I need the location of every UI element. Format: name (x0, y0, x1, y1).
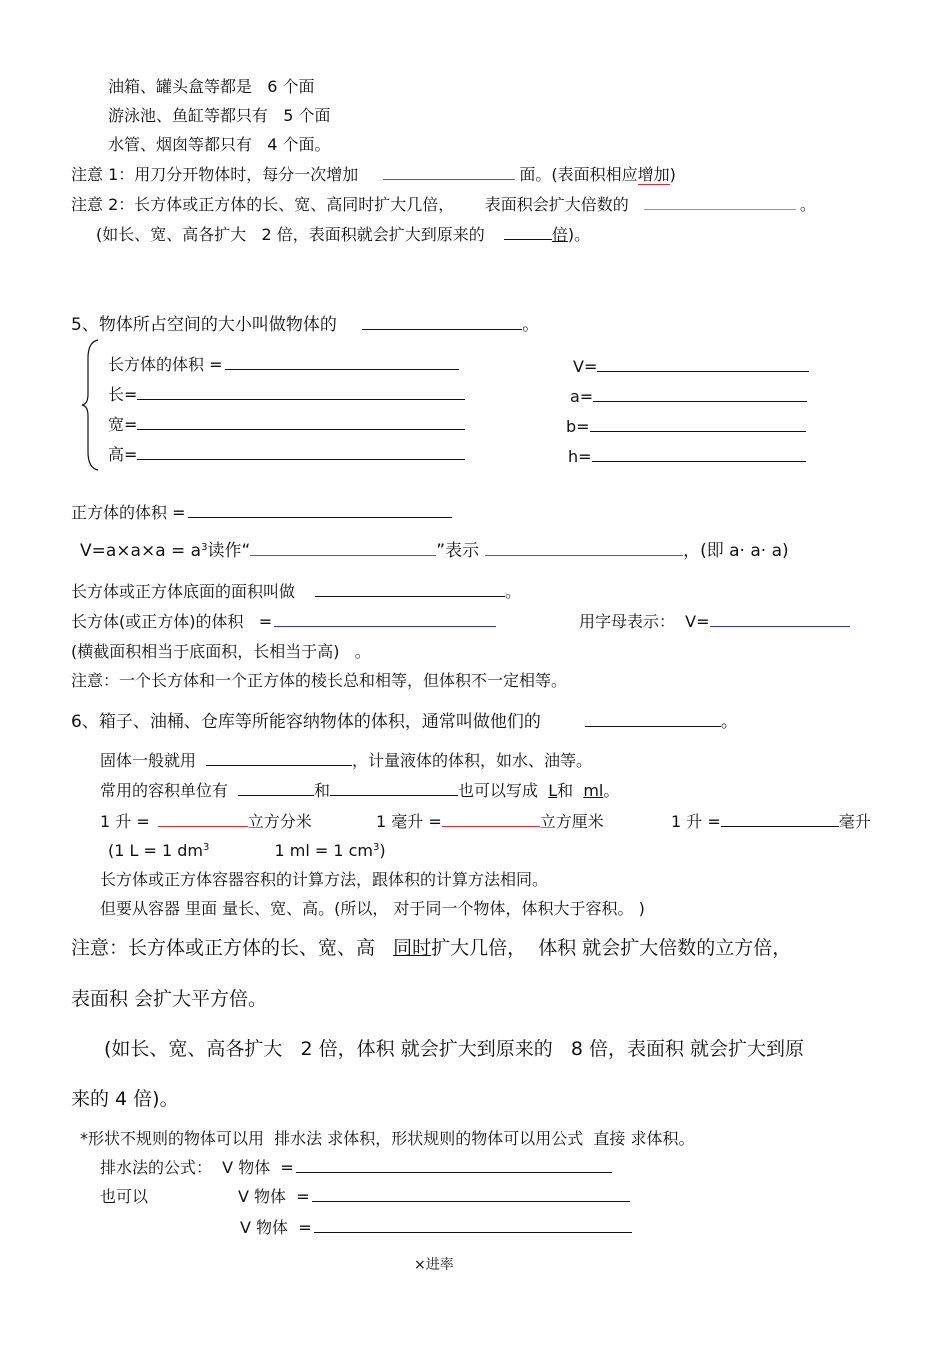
note-2 (71, 197, 816, 213)
faces-line-2: 游泳池、鱼缸等都只有 5 个面 (108, 106, 331, 125)
means-blank[interactable] (485, 554, 683, 556)
conv-liter: (1 L = 1 dm (108, 841, 204, 860)
conversion-note (108, 843, 386, 859)
section-5-title-end: 。 (522, 315, 540, 335)
units-end: 。 (603, 781, 620, 800)
letters-row (579, 614, 854, 630)
big-note-line-1-a: 注意：长方体或正方体的长、宽、高 (71, 937, 394, 959)
cube-formula: V=a×a×a = a (80, 541, 202, 561)
section-6-blank[interactable] (585, 725, 721, 727)
big-note-line-1-b: 扩大几倍， 体积 就会扩大倍数的立方倍， (431, 937, 792, 959)
cube-formula-tail: ，(即 a· a· a) (683, 541, 789, 561)
liter-2-label: 1 升 = (671, 812, 721, 831)
a-row (570, 389, 811, 405)
width-row (108, 417, 469, 433)
base-area-row (71, 584, 521, 600)
liter-1-unit: 立方分米 (247, 812, 312, 831)
units-prefix: 常用的容积单位有 (100, 781, 229, 800)
cube-volume-label: 正方体的体积 = (71, 503, 186, 522)
height-label: 高= (108, 445, 138, 464)
brace-icon (80, 338, 102, 472)
displacement-blank[interactable] (296, 1171, 612, 1173)
v-object-label-3: V 物体 = (240, 1218, 312, 1237)
b-label: b= (566, 417, 590, 436)
h-row (568, 449, 810, 465)
volume-formula-label: 长方体(或正方体)的体积 = (71, 612, 273, 631)
units-and: 和 (314, 781, 331, 800)
length-blank[interactable] (137, 398, 465, 400)
section-5-title-text: 5、物体所占空间的大小叫做物体的 (71, 315, 337, 335)
note-2-suffix: 。 (799, 195, 816, 214)
note-2-blank[interactable] (644, 208, 796, 210)
conv-close: ) (379, 841, 386, 860)
note-2-prefix: 注意 2：长方体或正方体的长、宽、高同时扩大几倍， 表面积会扩大倍数的 (71, 195, 629, 214)
unit-ml: ml (583, 781, 604, 800)
means-label: ”表示 (436, 541, 480, 561)
read-as-blank[interactable] (250, 554, 436, 556)
height-blank[interactable] (137, 458, 465, 460)
solid-row (100, 753, 592, 769)
v-row (573, 359, 813, 375)
section-5-blank[interactable] (362, 328, 522, 330)
cuboid-volume-label: 长方体的体积 = (108, 355, 223, 374)
big-note-line-4: 来的 4 倍)。 (71, 1088, 179, 1110)
section-6-title-text: 6、箱子、油桶、仓库等所能容纳物体的体积，通常叫做他们的 (71, 712, 541, 732)
surface-example-unit: 倍 (551, 225, 568, 244)
read-as-label: 读作“ (207, 541, 251, 561)
ml-row (376, 814, 604, 830)
h-label: h= (568, 447, 592, 466)
length-row (108, 387, 469, 403)
section-6-title-end: 。 (720, 712, 738, 732)
liter-1-blank[interactable] (158, 825, 248, 827)
solid-label: 固体一般就用 (100, 751, 197, 770)
also-label: 也可以 (100, 1187, 149, 1206)
note-1 (71, 167, 676, 183)
section-6-title (71, 714, 738, 731)
surface-example-prefix: (如长、宽、高各扩大 2 倍，表面积就会扩大到原来的 (96, 225, 485, 244)
ml-1-unit: 立方厘米 (539, 812, 604, 831)
note-1-end: ) (669, 165, 676, 184)
surface-example (96, 227, 590, 243)
cube-formula-row (80, 543, 789, 560)
base-area-label: 长方体或正方体底面的面积叫做 (71, 582, 296, 601)
length-label: 长= (108, 385, 138, 404)
v-object-row-3 (240, 1220, 636, 1236)
base-area-end: 。 (505, 582, 522, 601)
displacement-label: 排水法的公式： V 物体 = (100, 1158, 294, 1177)
letters-blank[interactable] (710, 625, 850, 627)
conversion-row (100, 814, 312, 830)
big-note-simultaneous: 同时 (393, 937, 432, 959)
a-label: a= (570, 387, 594, 406)
ml-1-blank[interactable] (442, 825, 540, 827)
cuboid-volume-blank[interactable] (225, 368, 459, 370)
method-line: 长方体或正方体容器容积的计算方法，跟体积的计算方法相同。 (100, 870, 549, 889)
displacement-row (100, 1160, 616, 1176)
volume-formula-row (71, 614, 500, 630)
width-label: 宽= (108, 415, 138, 434)
surface-example-blank[interactable] (504, 238, 552, 240)
conv-ml-exponent: 3 (373, 842, 380, 853)
section-5-title (71, 317, 539, 334)
units-row (100, 783, 619, 799)
cross-section-note: (横截面积相当于底面积，长相当于高) 。 (71, 642, 371, 661)
v-object-label-2: V 物体 = (238, 1187, 310, 1206)
inside-line: 但要从容器 里面 量长、宽、高。(所以， 对于同一个物体，体积大于容积。 ) (100, 899, 645, 918)
note-1-prefix: 注意 1：用刀分开物体时，每分一次增加 (71, 165, 359, 184)
cuboid-volume-row (108, 357, 463, 373)
section-5-note: 注意：一个长方体和一个正方体的棱长总和相等，但体积不一定相等。 (71, 671, 568, 690)
surface-example-suffix: )。 (567, 225, 591, 244)
liter-1-label: 1 升 = (100, 812, 150, 831)
cube-formula-exponent: 3 (201, 542, 208, 553)
cube-volume-blank[interactable] (188, 516, 452, 518)
h-blank[interactable] (592, 460, 806, 462)
unit-he: 和 (557, 781, 574, 800)
note-1-tail: 增加 (637, 165, 670, 184)
letters-label: 用字母表示： V= (579, 612, 710, 631)
big-note-line-1 (71, 939, 791, 958)
units-blank-1[interactable] (238, 794, 314, 796)
conv-ml: 1 ml = 1 cm (274, 841, 374, 860)
v-object-blank-3[interactable] (314, 1231, 632, 1233)
liter-2-unit: 毫升 (838, 812, 871, 831)
conv-liter-exponent: 3 (203, 842, 210, 853)
solid-tail: ，计量液体的体积，如水、油等。 (352, 751, 593, 770)
big-note-line-3: (如长、宽、高各扩大 2 倍，体积 就会扩大到原来的 8 倍，表面积 就会扩大到原 (104, 1038, 804, 1060)
liter-2-row (671, 814, 871, 830)
units-blank-2[interactable] (330, 794, 458, 796)
volume-formula-blank[interactable] (274, 625, 496, 627)
v-label: V= (573, 357, 598, 376)
big-note-line-2: 表面积 会扩大平方倍。 (71, 988, 268, 1010)
b-row (566, 419, 810, 435)
v-object-row-2 (238, 1189, 634, 1205)
a-blank[interactable] (593, 400, 807, 402)
width-blank[interactable] (137, 428, 465, 430)
liter-2-blank[interactable] (721, 825, 839, 827)
ml-1-label: 1 毫升 = (376, 812, 442, 831)
v-blank[interactable] (597, 370, 809, 372)
faces-line-3: 水管、烟囱等都只有 4 个面。 (108, 135, 331, 154)
height-row (108, 447, 469, 463)
units-also: 也可以写成 (458, 781, 539, 800)
v-object-blank-2[interactable] (312, 1200, 630, 1202)
cube-volume-row (71, 505, 456, 521)
unit-L: L (548, 781, 558, 800)
note-1-blank[interactable] (383, 178, 515, 180)
irregular-line: *形状不规则的物体可以用 排水法 求体积，形状规则的物体可以用公式 直接 求体积。 (80, 1129, 695, 1148)
footer-rate: ×进率 (414, 1257, 454, 1273)
faces-line-1: 油箱、罐头盒等都是 6 个面 (108, 77, 315, 96)
note-1-suffix: 面。(表面积相应 (519, 165, 638, 184)
b-blank[interactable] (590, 430, 806, 432)
base-area-blank[interactable] (315, 595, 505, 597)
solid-blank[interactable] (206, 764, 352, 766)
